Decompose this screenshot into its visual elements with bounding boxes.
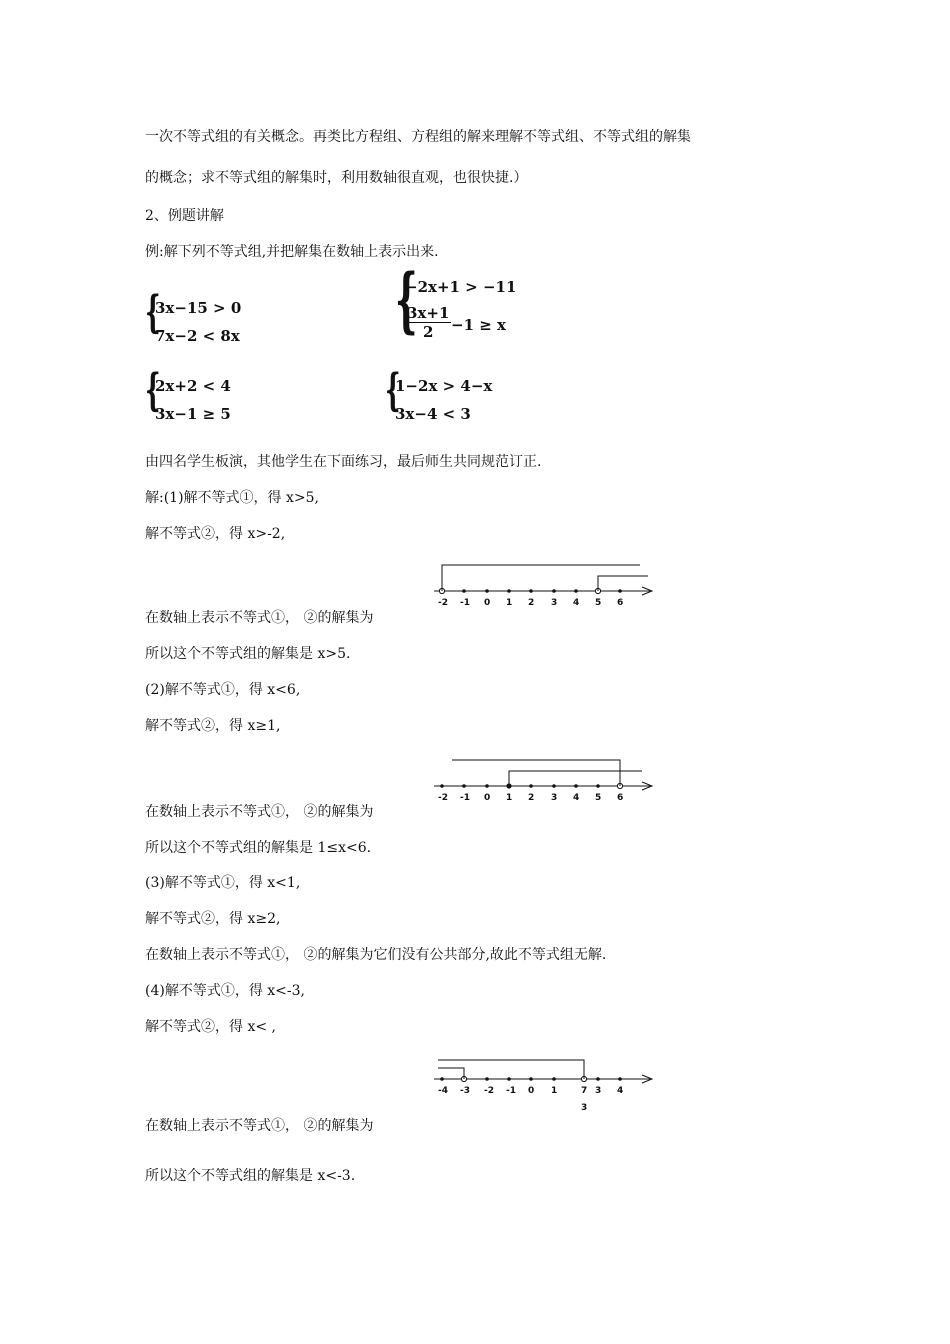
tick-label: -3 xyxy=(460,1086,470,1096)
inequality-1: 2x+2 < 4 xyxy=(155,377,231,395)
tick-label: 0 xyxy=(484,598,491,608)
tick-dot xyxy=(552,1077,556,1081)
solution-3-result: 在数轴上表示不等式①， ②的解集为它们没有公共部分,故此不等式组无解. xyxy=(145,947,607,963)
solution-3-step-a: (3)解不等式①，得 x<1, xyxy=(145,875,301,891)
tick-label: -2 xyxy=(438,598,448,608)
tick-label: 4 xyxy=(617,1086,624,1096)
tick-label: -4 xyxy=(438,1086,448,1096)
fraction-numerator: 3x+1 xyxy=(407,304,450,322)
tick-label: 1 xyxy=(506,598,513,608)
tick-dot xyxy=(485,784,489,788)
number-line-4 xyxy=(430,1052,660,1118)
tick-label: 5 xyxy=(595,598,602,608)
tick-label: 3 xyxy=(595,1086,602,1096)
tick-label: 3 xyxy=(551,793,558,803)
tick-dot xyxy=(507,589,511,593)
solution-2-result: 所以这个不等式组的解集是 1≤x<6. xyxy=(145,840,372,856)
solution-2-step-c: 在数轴上表示不等式①， ②的解集为 xyxy=(145,804,374,820)
solution-1-step-a: 解:(1)解不等式①，得 x>5, xyxy=(145,490,319,506)
tick-label: 2 xyxy=(528,598,535,608)
tick-label: 2 xyxy=(528,793,535,803)
tick-dot xyxy=(574,589,578,593)
tick-label: -1 xyxy=(460,598,470,608)
tick-dot xyxy=(618,1077,622,1081)
tick-label: 4 xyxy=(573,598,580,608)
inequality-system-1 xyxy=(145,287,295,349)
tick-dot xyxy=(574,784,578,788)
tick-label: -2 xyxy=(484,1086,494,1096)
tick-label: 0 xyxy=(528,1086,535,1096)
tick-dot xyxy=(618,589,622,593)
inequality-1: −2x+1 > −11 xyxy=(405,278,517,296)
fraction xyxy=(405,304,451,341)
tick-dot xyxy=(507,1077,511,1081)
tick-label: 7 xyxy=(581,1086,588,1096)
example-prompt: 例:解下列不等式组,并把解集在数轴上表示出来. xyxy=(145,244,439,260)
number-line-2 xyxy=(430,755,660,805)
tick-dot xyxy=(529,1077,533,1081)
tick-label: 5 xyxy=(595,793,602,803)
inequality-system-2 xyxy=(395,258,555,356)
tick-dot xyxy=(529,589,533,593)
tick-label: -1 xyxy=(506,1086,516,1096)
tick-dot xyxy=(485,589,489,593)
tick-label: 1 xyxy=(551,1086,558,1096)
tick-label: 1 xyxy=(506,793,513,803)
fraction-denominator-label: 3 xyxy=(581,1103,588,1113)
section-heading: 2、例题讲解 xyxy=(145,208,224,224)
brace: { xyxy=(145,287,161,338)
tick-label: -2 xyxy=(438,793,448,803)
tick-dot xyxy=(596,784,600,788)
inequality-system-4 xyxy=(385,365,535,427)
solution-4-result: 所以这个不等式组的解集是 x<-3. xyxy=(145,1168,356,1184)
solution-ray-1 xyxy=(452,760,620,786)
inequality-system-3 xyxy=(145,365,295,427)
solution-ray-1 xyxy=(598,576,648,591)
tick-label: 3 xyxy=(551,598,558,608)
tick-dot xyxy=(552,784,556,788)
inequality-1: 3x−15 > 0 xyxy=(155,299,242,317)
brace: { xyxy=(385,365,401,416)
tick-label: -1 xyxy=(460,793,470,803)
solution-ray-2 xyxy=(438,1060,584,1079)
tick-dot xyxy=(552,589,556,593)
tick-label: 0 xyxy=(484,793,491,803)
inequality-2-rest: −1 ≥ x xyxy=(451,316,506,334)
tick-label: 4 xyxy=(573,793,580,803)
solution-1-step-c: 在数轴上表示不等式①， ②的解集为 xyxy=(145,610,374,626)
solution-4-step-c: 在数轴上表示不等式①， ②的解集为 xyxy=(145,1118,374,1134)
tick-dot xyxy=(462,784,466,788)
solution-4-step-b: 解不等式②，得 x< , xyxy=(145,1019,276,1035)
solution-4-step-a: (4)解不等式①，得 x<-3, xyxy=(145,983,305,999)
intro-text-line-2: 的概念；求不等式组的解集时，利用数轴很直观，也很快捷.） xyxy=(145,170,528,186)
tick-dot xyxy=(440,784,444,788)
tick-dot xyxy=(596,1077,600,1081)
inequality-2: 3x−4 < 3 xyxy=(395,405,471,423)
tick-label: 6 xyxy=(617,598,624,608)
brace: { xyxy=(395,258,418,341)
solution-1-result: 所以这个不等式组的解集是 x>5. xyxy=(145,646,351,662)
intro-text-line-1: 一次不等式组的有关概念。再类比方程组、方程组的解来理解不等式组、不等式组的解集 xyxy=(145,129,691,145)
tick-label: 6 xyxy=(617,793,624,803)
inequality-2: 7x−2 < 8x xyxy=(155,327,240,345)
fraction-denominator: 2 xyxy=(422,323,434,341)
tick-dot xyxy=(440,1077,444,1081)
number-line-1 xyxy=(430,560,660,610)
tick-dot xyxy=(485,1077,489,1081)
inequality-1: 1−2x > 4−x xyxy=(395,377,493,395)
brace: { xyxy=(145,365,161,416)
class-activity-text: 由四名学生板演，其他学生在下面练习，最后师生共同规范订正. xyxy=(145,454,542,470)
solution-2-step-b: 解不等式②，得 x≥1, xyxy=(145,718,281,734)
inequality-2: 3x−1 ≥ 5 xyxy=(155,405,231,423)
tick-dot xyxy=(529,784,533,788)
solution-3-step-b: 解不等式②，得 x≥2, xyxy=(145,911,281,927)
solution-2-step-a: (2)解不等式①，得 x<6, xyxy=(145,682,301,698)
solution-ray-2 xyxy=(442,565,640,591)
solution-1-step-b: 解不等式②，得 x>-2, xyxy=(145,526,286,542)
tick-dot xyxy=(462,589,466,593)
